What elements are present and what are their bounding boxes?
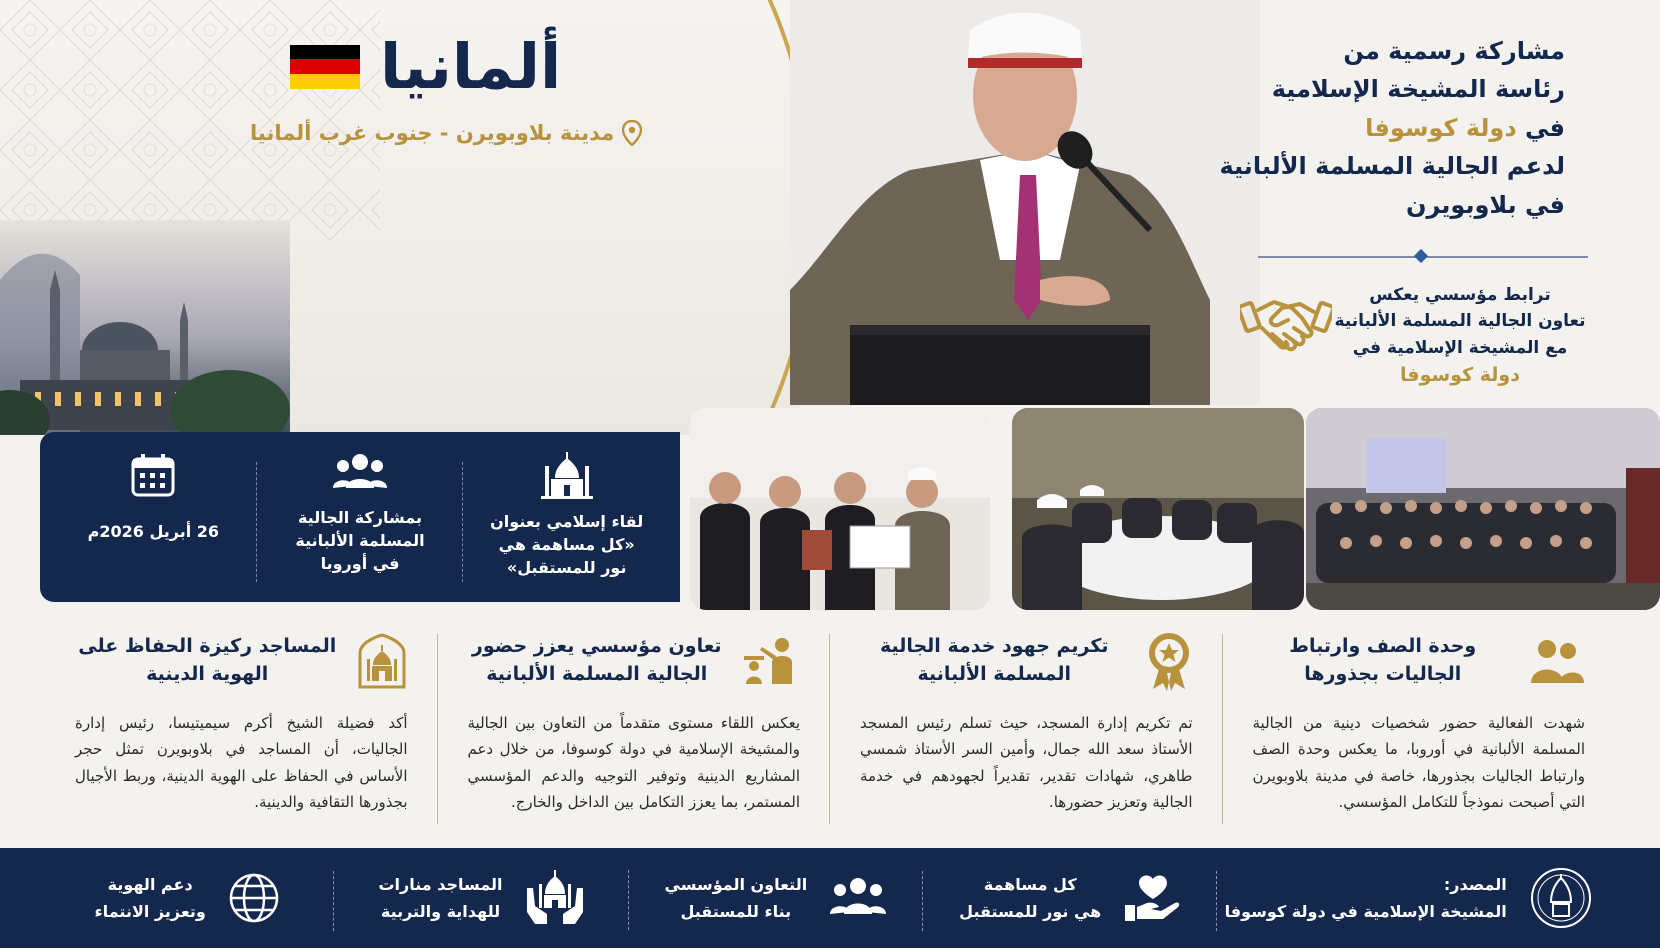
globe-icon <box>228 872 280 924</box>
statement-line-2: رئاسة المشيخة الإسلامية <box>1271 75 1565 104</box>
highlight-honoring <box>830 628 1223 826</box>
footer-line: كل مساهمة <box>983 874 1077 894</box>
calendar-icon <box>130 452 176 498</box>
statement-line-3 <box>1185 109 1565 147</box>
info-participation <box>257 452 464 582</box>
highlight-body: أكد فضيلة الشيخ أكرم سيميتيسا، رئيس إدارة الجاليات، أن المساجد في بلاوبويرن تمثل حجر الأساس في الحفاظ على الهوية الدينية، وربط الأجيال بجذورها التقافية والدينية. <box>75 714 408 811</box>
heart-hand-icon <box>1123 873 1181 923</box>
official-participation-statement <box>1185 32 1565 224</box>
germany-flag-icon <box>290 45 360 89</box>
teaching-icon <box>742 636 800 686</box>
info-participation-line: في أوروبا <box>320 554 400 574</box>
mosque-hands-icon <box>525 870 585 926</box>
people-group-icon <box>332 452 388 496</box>
bond-line-1: ترابط مؤسسي يعكس <box>1369 285 1551 305</box>
highlight-body: يعكس اللقاء مستوى متقدماً من التعاون بين الجالية والمشيخة الإسلامية في دولة كوسوفا، من خلال دعم المشاريع الدينية وتوفير التوجيه والدعم المؤسسي المستمر، بما يعزز التكامل بين الداخل والخارج. <box>467 714 800 811</box>
footer-line: بناء للمستقبل <box>680 902 792 921</box>
source-value: المشيخة الإسلامية في دولة كوسوفا <box>1224 902 1507 921</box>
footer-item-cooperation <box>629 871 923 925</box>
highlight-mosques <box>45 628 438 826</box>
hero-panel <box>0 0 800 435</box>
highlight-unity <box>1223 628 1616 826</box>
location-line <box>250 120 642 146</box>
statement-line-4: لدعم الجالية المسلمة الألبانية <box>1219 152 1565 181</box>
statement-line-1: مشاركة رسمية من <box>1343 37 1565 65</box>
footer-line: هي نور للمستقبل <box>959 902 1102 921</box>
info-event-line: «كل مساهمة هي <box>498 535 635 555</box>
highlight-title: المساجد ركيزة الحفاظ على الهوية الدينية <box>78 635 337 685</box>
footer-bar <box>0 848 1660 948</box>
country-heading <box>290 30 561 103</box>
footer-line: المساجد منارات <box>378 874 503 894</box>
bond-line-4: دولة كوسوفا <box>1400 364 1520 387</box>
kosovo-islamic-community-logo <box>1529 866 1593 930</box>
map-pin-icon <box>622 120 642 146</box>
mosque-frame-icon <box>356 633 408 689</box>
highlights-section <box>45 628 1615 826</box>
event-info-box <box>40 432 680 602</box>
location-text: مدينة بلاوبويرن - جنوب غرب ألمانيا <box>250 121 615 145</box>
footer-item-mosques <box>334 870 628 926</box>
group-icon <box>829 876 887 920</box>
award-badge-icon <box>1145 631 1193 691</box>
statement-divider <box>1258 256 1588 258</box>
group-photo <box>1306 408 1660 610</box>
certificate-ceremony-photo <box>690 408 990 610</box>
footer-line: التعاون المؤسسي <box>664 874 808 894</box>
decorative-gold-arc <box>600 0 800 435</box>
highlight-cooperation <box>438 628 831 826</box>
meeting-table-photo <box>1012 408 1304 610</box>
highlight-title: وحدة الصف وارتباط الجاليات بجذورها <box>1289 635 1477 685</box>
info-participation-line: بمشاركة الجالية <box>297 508 423 527</box>
info-date <box>50 452 257 582</box>
info-event-title <box>463 452 670 582</box>
handshake-icon <box>1240 288 1332 358</box>
highlight-body: تم تكريم إدارة المسجد، حيث تسلم رئيس المسجد الأستاذ سعد الله جمال، وأمين السر الأستاذ شمسي طاهري، شهادات تقدير، تقديراً لجهودهم في خدمة الجالية وتعزيز حضورها. <box>860 714 1193 811</box>
statement-line-3-gold: دولة كوسوفا <box>1365 113 1517 142</box>
info-participation-line: المسلمة الألبانية <box>295 531 425 551</box>
mosque-icon <box>539 452 595 500</box>
highlight-body: شهدت الفعالية حضور شخصيات دينية من الجالية المسلمة الألبانية في أوروبا، ما يعكس وحدة الصف وارتباط الجاليات بجذورها، خاصة في مدينة بلاوبويرن التي أصبحت نموذجاً للتكامل المؤسسي. <box>1252 714 1585 811</box>
country-name: ألمانيا <box>380 30 562 103</box>
two-people-icon <box>1529 637 1585 685</box>
footer-item-identity <box>40 871 334 925</box>
source-label: المصدر: <box>1443 874 1507 894</box>
footer-line: للهداية والتربية <box>380 902 501 921</box>
bond-line-2: تعاون الجالية المسلمة الألبانية <box>1334 311 1586 332</box>
footer-line: وتعزيز الانتماء <box>94 902 206 921</box>
event-date: 26 أبريل 2026م <box>87 522 220 541</box>
highlight-title: تعاون مؤسسي يعزز حضور الجالية المسلمة الألبانية <box>471 635 722 685</box>
footer-line: دعم الهوية <box>107 874 193 894</box>
footer-source <box>1217 866 1600 930</box>
statement-line-5: في بلاوبويرن <box>1406 190 1565 219</box>
bond-line-3: مع المشيخة الإسلامية في <box>1352 337 1568 358</box>
institutional-bond-text <box>1330 282 1590 390</box>
statement-line-3-prefix: في <box>1525 113 1565 142</box>
info-event-line: نور للمستقبل» <box>506 558 627 578</box>
mosque-skyline-image <box>0 220 290 435</box>
highlight-title: تكريم جهود خدمة الجالية المسلمة الألبانية <box>879 635 1109 685</box>
footer-item-contribution <box>923 871 1217 925</box>
info-event-line: لقاء إسلامي بعنوان <box>490 512 644 531</box>
